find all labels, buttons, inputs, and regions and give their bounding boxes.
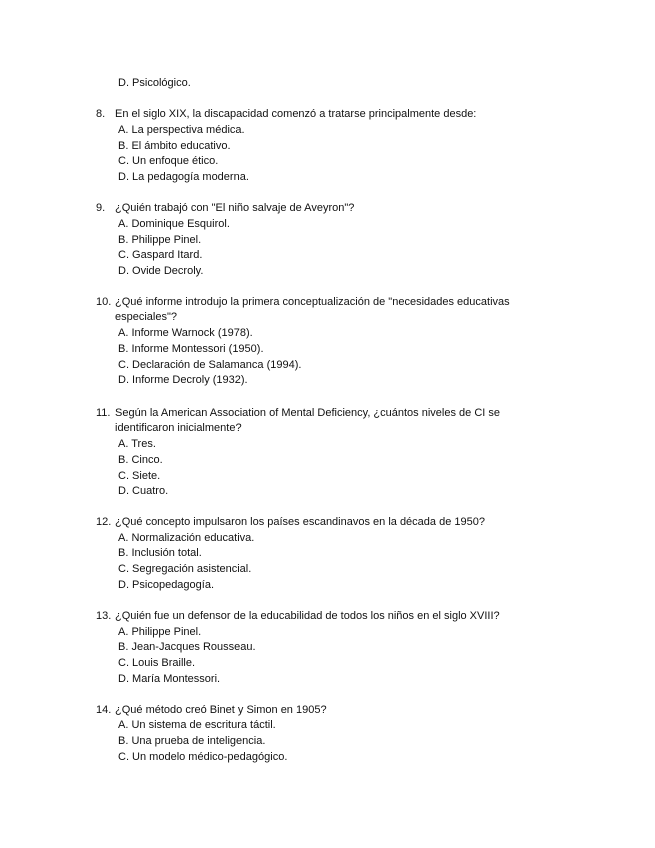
option-item: C. Louis Braille.: [118, 657, 196, 669]
option-item: C. Un modelo médico-pedagógico.: [118, 751, 288, 763]
option-item: D. Informe Decroly (1932).: [118, 374, 248, 386]
question-text: ¿Quién trabajó con "El niño salvaje de Aveyron"?: [115, 202, 355, 214]
option-item: C. Declaración de Salamanca (1994).: [118, 359, 302, 371]
option-item: B. Philippe Pinel.: [118, 234, 202, 246]
question-number: 8.: [96, 108, 106, 120]
option-item: A. La perspectiva médica.: [118, 124, 245, 136]
question-number: 13.: [96, 610, 112, 622]
option-item: D. Ovide Decroly.: [118, 265, 204, 277]
question-text: En el siglo XIX, la discapacidad comenzó a tratarse principalmente desde:: [115, 108, 477, 120]
question-text: ¿Quién fue un defensor de la educabilidad de todos los niños en el siglo XVIII?: [115, 610, 500, 622]
question-number: 11.: [96, 407, 111, 419]
question-text: ¿Qué informe introdujo la primera conceptualización de "necesidades educativas: [115, 296, 510, 308]
option-item: A. Tres.: [118, 438, 156, 450]
option-item: B. El ámbito educativo.: [118, 140, 231, 152]
option-item: B. Informe Montessori (1950).: [118, 343, 264, 355]
question-text: ¿Qué concepto impulsaron los países escandinavos en la década de 1950?: [115, 516, 485, 528]
option-item: D. Psicopedagogía.: [118, 579, 215, 591]
option-item: D. Cuatro.: [118, 485, 169, 497]
option-item: A. Dominique Esquirol.: [118, 218, 230, 230]
option-item: D. María Montessori.: [118, 673, 221, 685]
question-text: identificaron inicialmente?: [115, 422, 242, 434]
option-item: C. Siete.: [118, 470, 161, 482]
option-item: C. Un enfoque ético.: [118, 155, 219, 167]
question-number: 10.: [96, 296, 112, 308]
option-item: B. Cinco.: [118, 454, 163, 466]
option-item: B. Jean-Jacques Rousseau.: [118, 641, 256, 653]
question-text: Según la American Association of Mental Deficiency, ¿cuántos niveles de CI se: [115, 407, 500, 419]
option-item: A. Informe Warnock (1978).: [118, 327, 253, 339]
option-item: B. Una prueba de inteligencia.: [118, 735, 266, 747]
option-item: A. Un sistema de escritura táctil.: [118, 719, 276, 731]
question-number: 14.: [96, 704, 112, 716]
option-item: A. Normalización educativa.: [118, 532, 255, 544]
question-number: 9.: [96, 202, 106, 214]
option-item: A. Philippe Pinel.: [118, 626, 202, 638]
option-item: D. La pedagogía moderna.: [118, 171, 249, 183]
question-text: ¿Qué método creó Binet y Simon en 1905?: [115, 704, 327, 716]
option-item: C. Gaspard Itard.: [118, 249, 203, 261]
question-number: 12.: [96, 516, 112, 528]
option-item: D. Psicológico.: [118, 77, 191, 89]
question-text: especiales"?: [115, 311, 177, 323]
option-item: B. Inclusión total.: [118, 547, 202, 559]
option-item: C. Segregación asistencial.: [118, 563, 252, 575]
